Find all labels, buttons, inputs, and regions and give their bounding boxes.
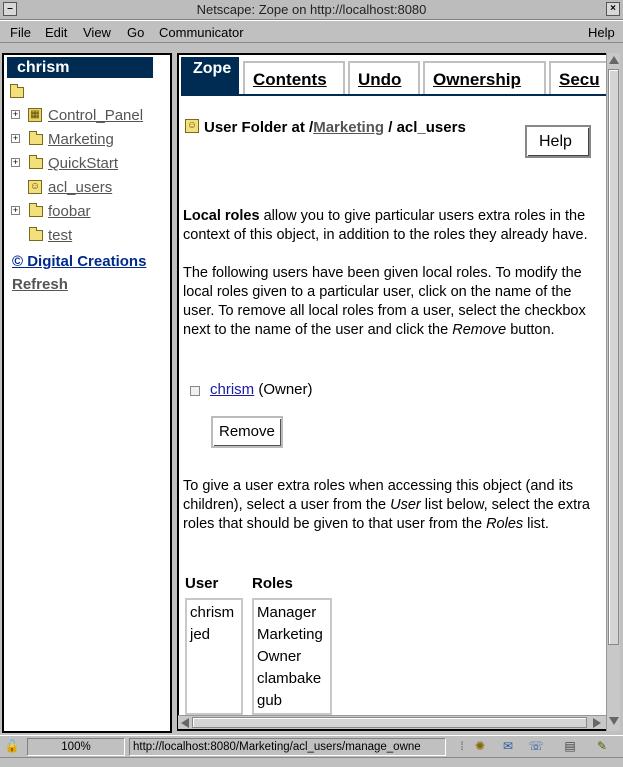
mail-icon[interactable]: ✉ (502, 739, 514, 753)
help-button[interactable]: Help (525, 125, 591, 158)
remove-button[interactable]: Remove (211, 416, 283, 448)
collapsed-toolbar[interactable] (0, 42, 623, 52)
expand-marketing-icon[interactable]: + (12, 133, 19, 143)
local-roles-intro: Local roles allow you to give particular users extra roles in the context of this object, in addition to the roles they already have. (183, 208, 588, 243)
composer-icon[interactable]: ✎ (596, 739, 608, 753)
refresh-link[interactable]: Refresh (12, 276, 68, 293)
menu-view[interactable]: View (83, 25, 111, 40)
tree-item-quickstart[interactable]: QuickStart (48, 155, 119, 172)
menu-communicator[interactable]: Communicator (159, 25, 244, 40)
user-select-checkbox[interactable] (190, 386, 200, 396)
user-column-label: User (185, 575, 219, 592)
user-folder-icon: ☺ (186, 120, 198, 131)
vertical-scrollbar[interactable] (606, 53, 620, 731)
tab-undo[interactable]: Undo (348, 61, 420, 94)
menu-bar (0, 20, 623, 42)
scroll-left-icon[interactable] (181, 718, 189, 728)
main-content-frame (177, 53, 609, 731)
security-lock-icon[interactable]: 🔓 (4, 739, 20, 753)
navigator-frame (2, 53, 172, 733)
management-tabs (179, 55, 607, 96)
user-option[interactable]: jed (190, 626, 211, 643)
window-title-bar (0, 0, 623, 20)
tree-item-test[interactable]: test (48, 227, 73, 244)
address-book-icon[interactable]: ▤ (564, 739, 576, 753)
user-folder-icon: ☺ (29, 181, 41, 192)
vertical-scroll-thumb[interactable] (608, 69, 619, 645)
folder-icon (29, 230, 43, 241)
folder-icon (29, 158, 43, 169)
folder-icon (29, 206, 43, 217)
role-option[interactable]: Owner (257, 648, 302, 665)
menu-go[interactable]: Go (127, 25, 145, 40)
menu-help[interactable]: Help (588, 25, 615, 40)
roles-column-label: Roles (252, 575, 293, 592)
user-listbox[interactable] (185, 598, 243, 715)
tree-item-foobar[interactable]: foobar (48, 203, 91, 220)
horizontal-scroll-thumb[interactable] (192, 717, 587, 728)
status-url: http://localhost:8080/Marketing/acl_users/manage_owne (129, 738, 446, 756)
status-bar (0, 735, 623, 757)
root-folder-icon[interactable] (10, 87, 24, 98)
navigator-icon[interactable]: ✺ (474, 739, 486, 753)
local-role-user-link[interactable]: chrism (210, 381, 255, 398)
scroll-right-icon[interactable] (593, 718, 601, 728)
role-option[interactable]: clambake (257, 670, 322, 687)
tab-contents[interactable]: Contents (243, 61, 345, 94)
tab-security[interactable]: Secu (549, 61, 609, 94)
tree-item-acl-users[interactable]: acl_users (48, 179, 113, 196)
status-dots-icon: ⁞ (460, 739, 464, 753)
tab-underline (181, 94, 607, 96)
menu-edit[interactable]: Edit (45, 25, 68, 40)
window-title: Netscape: Zope on http://localhost:8080 (196, 2, 427, 17)
role-option[interactable]: Manager (257, 604, 317, 621)
digital-creations-link[interactable]: © Digital Creations (12, 253, 147, 270)
tab-ownership[interactable]: Ownership (423, 61, 546, 94)
discussions-icon[interactable]: ☏ (528, 739, 544, 753)
menu-file[interactable]: File (10, 25, 31, 40)
window-close-button[interactable]: × (606, 2, 620, 16)
role-option[interactable]: gub (257, 692, 283, 709)
window-menu-button[interactable]: – (3, 2, 17, 16)
horizontal-scrollbar[interactable] (178, 715, 606, 729)
page-heading: User Folder at /Marketing / acl_users (204, 119, 466, 136)
current-user-header: chrism (7, 57, 153, 78)
extra-roles-instructions: To give a user extra roles when accessing this object (and its children), select a user from the User list below, select the extra roles that should be given to that user from the Roles list. (183, 478, 590, 532)
expand-control-panel-icon[interactable]: + (12, 109, 19, 119)
zope-brand-tab: Zope (181, 57, 239, 94)
expand-foobar-icon[interactable]: + (12, 205, 19, 215)
user-option[interactable]: chrism (190, 604, 235, 621)
zoom-level: 100% (27, 738, 125, 756)
local-roles-instructions: The following users have been given local roles. To modify the local roles given to a particular user, click on the name of the user. To remove all local roles from a user, select the checkbox next to the name of the user and click the Remove button. (183, 265, 586, 338)
tree-item-control-panel[interactable]: Control_Panel (48, 107, 144, 124)
control-panel-icon: ▦ (28, 108, 42, 122)
role-option[interactable]: Marketing (257, 626, 323, 643)
marketing-breadcrumb-link[interactable]: Marketing (313, 119, 385, 136)
scroll-up-icon[interactable] (609, 56, 619, 64)
tree-item-marketing[interactable]: Marketing (48, 131, 114, 148)
expand-quickstart-icon[interactable]: + (12, 157, 19, 167)
window-bottom-edge (0, 757, 623, 767)
roles-listbox[interactable] (252, 598, 332, 715)
local-role-user-entry: chrism (Owner) (210, 381, 313, 398)
scroll-down-icon[interactable] (609, 717, 619, 725)
folder-icon (29, 134, 43, 145)
